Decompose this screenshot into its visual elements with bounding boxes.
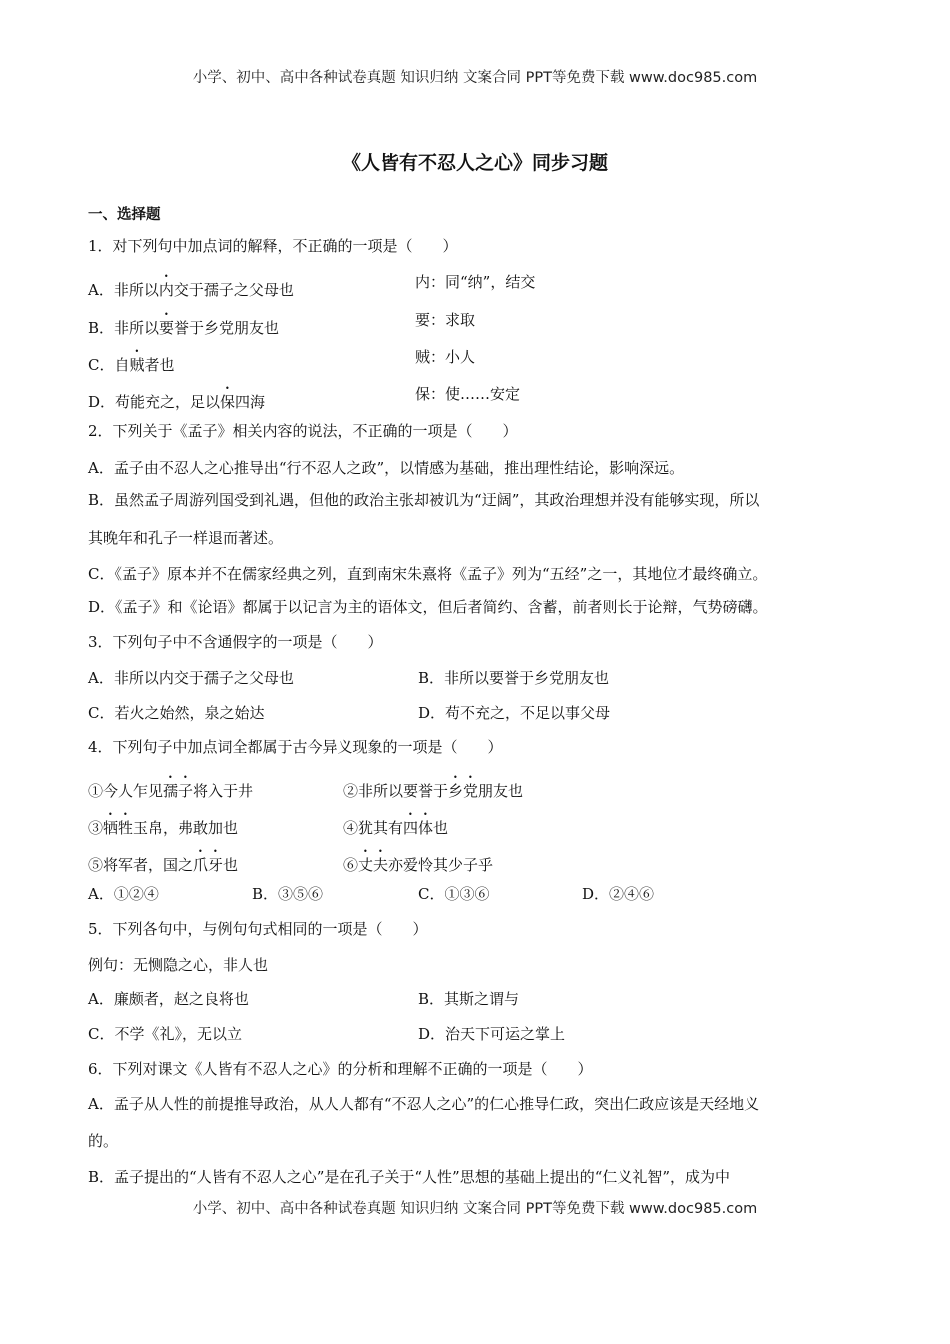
- text-line: [343, 847, 493, 875]
- text-segment: 2．下列关于《孟子》相关内容的说法，不正确的一项是（ ）: [88, 422, 518, 440]
- text-segment: 贼：小人: [415, 348, 476, 366]
- text-segment: ①今人乍见: [88, 782, 164, 800]
- text-segment: 内：同“纳”，结交: [415, 273, 536, 291]
- text-segment: 1．对下列句中加点词的解释，不正确的一项是（ ）: [88, 237, 458, 255]
- emphasized-word: 爪牙: [193, 856, 224, 874]
- text-segment: ④犹其有: [343, 819, 404, 837]
- text-segment: 也: [223, 856, 239, 874]
- text-line: [88, 773, 253, 801]
- text-segment: 4．下列句子中加点词全都属于古今异义现象的一项是（ ）: [88, 738, 503, 756]
- text-line: [88, 703, 264, 723]
- text-segment: 3．下列句子中不含通假字的一项是（ ）: [88, 633, 383, 651]
- text-line: [88, 955, 268, 975]
- emphasized-word: 乡党: [448, 782, 479, 800]
- emphasized-word: 丈夫: [358, 856, 389, 874]
- text-segment: 玉帛，弗敢加也: [133, 819, 239, 837]
- text-segment: A．非所以内交于孺子之父母也: [88, 669, 294, 687]
- emphasized-word: 内: [158, 281, 174, 299]
- text-line: [88, 236, 458, 256]
- text-segment: 其晚年和孔子一样退而著述。: [88, 529, 284, 547]
- text-line: [415, 347, 475, 367]
- text-line: [88, 847, 238, 875]
- text-line: [343, 773, 523, 801]
- text-segment: C．若火之始然，泉之始达: [88, 704, 265, 722]
- text-line: [88, 347, 175, 375]
- text-line: [88, 458, 684, 478]
- text-segment: ⑥: [343, 856, 359, 874]
- text-line: [88, 1167, 730, 1187]
- text-line: [88, 1094, 759, 1114]
- text-line: [582, 884, 654, 904]
- text-line: [88, 597, 768, 617]
- text-line: [88, 632, 383, 652]
- section-heading: 一、选择题: [88, 207, 161, 223]
- text-segment: 亦爱怜其少子乎: [388, 856, 494, 874]
- text-segment: D．治天下可运之掌上: [418, 1025, 566, 1043]
- text-segment: B．③⑤⑥: [252, 885, 324, 903]
- text-segment: ③: [88, 819, 104, 837]
- text-segment: 6．下列对课文《人皆有不忍人之心》的分析和理解不正确的一项是（ ）: [88, 1060, 593, 1078]
- text-line: [88, 737, 503, 757]
- text-line: [88, 810, 238, 838]
- text-segment: C．不学《礼》，无以立: [88, 1025, 242, 1043]
- text-segment: B．非所以要誉于乡党朋友也: [418, 669, 610, 687]
- page-header: 小学、初中、高中各种试卷真题 知识归纳 文案合同 PPT等免费下载 www.doc985.com: [192, 70, 758, 86]
- text-line: [88, 528, 283, 548]
- text-segment: B．孟子提出的“人皆有不忍人之心”是在孔子关于“人性”思想的基础上提出的“仁义礼智”，成为中: [88, 1168, 731, 1186]
- text-segment: 也: [433, 819, 449, 837]
- text-line: [88, 564, 767, 584]
- text-segment: D．苟能充之，足以: [88, 393, 221, 411]
- text-segment: A．非所以: [88, 281, 159, 299]
- text-segment: C．《孟子》原本并不在儒家经典之列，直到南宋朱熹将《孟子》列为“五经”之一，其地位才最终确立。: [88, 565, 768, 583]
- text-line: [415, 310, 475, 330]
- text-line: [418, 989, 519, 1009]
- text-line: [252, 884, 323, 904]
- text-line: [88, 421, 518, 441]
- text-segment: ⑤将军者，国之: [88, 856, 194, 874]
- text-line: [88, 1024, 242, 1044]
- text-segment: C．自: [88, 356, 130, 374]
- text-segment: 保：使……安定: [415, 385, 521, 403]
- page-footer: 小学、初中、高中各种试卷真题 知识归纳 文案合同 PPT等免费下载 www.doc985.com: [192, 1201, 758, 1217]
- text-line: [88, 884, 159, 904]
- text-segment: B．虽然孟子周游列国受到礼遇，但他的政治主张却被讥为“迂阔”，其政治理想并没有能够实现，所以: [88, 491, 760, 509]
- emphasized-word: 四体: [403, 819, 434, 837]
- text-line: [415, 272, 535, 292]
- document-title: 《人皆有不忍人之心》同步习题: [341, 152, 608, 174]
- text-line: [418, 668, 609, 688]
- text-segment: B．非所以: [88, 319, 160, 337]
- text-segment: A．孟子从人性的前提推导政治，从人人都有“不忍人之心”的仁心推导仁政，突出仁政应该是天经地义: [88, 1095, 760, 1113]
- text-segment: D．②④⑥: [582, 885, 655, 903]
- text-segment: 四海: [235, 393, 266, 411]
- text-line: [415, 384, 520, 404]
- text-line: [88, 1131, 118, 1151]
- text-segment: 朋友也: [478, 782, 524, 800]
- text-line: [88, 989, 249, 1009]
- text-segment: D．苟不充之，不足以事父母: [418, 704, 611, 722]
- emphasized-word: 牺牲: [103, 819, 134, 837]
- emphasized-word: 孺子: [163, 782, 194, 800]
- text-line: [343, 810, 448, 838]
- text-segment: 者也: [144, 356, 175, 374]
- text-line: [418, 1024, 565, 1044]
- text-segment: ②非所以要誉于: [343, 782, 449, 800]
- text-segment: 交于孺子之父母也: [173, 281, 294, 299]
- text-segment: D．《孟子》和《论语》都属于以记言为主的语体文，但后者简约、含蓄，前者则长于论辩，气势磅礴。: [88, 598, 768, 616]
- text-segment: 例句：无恻隐之心，非人也: [88, 956, 269, 974]
- emphasized-word: 保: [220, 393, 236, 411]
- text-line: [88, 668, 294, 688]
- emphasized-word: 贼: [129, 356, 145, 374]
- text-line: [88, 919, 428, 939]
- text-segment: 5．下列各句中，与例句句式相同的一项是（ ）: [88, 920, 428, 938]
- text-segment: B．其斯之谓与: [418, 990, 520, 1008]
- text-line: [418, 703, 610, 723]
- text-line: [88, 384, 265, 412]
- text-segment: A．廉颇者，赵之良将也: [88, 990, 249, 1008]
- emphasized-word: 要: [159, 319, 175, 337]
- text-line: [88, 310, 279, 338]
- text-line: [418, 884, 489, 904]
- text-segment: A．孟子由不忍人之心推导出“行不忍人之政”，以情感为基础，推出理性结论，影响深远。: [88, 459, 685, 477]
- text-segment: A．①②④: [88, 885, 159, 903]
- text-line: [88, 272, 294, 300]
- text-segment: 的。: [88, 1132, 119, 1150]
- text-segment: 要：求取: [415, 311, 476, 329]
- text-line: [88, 1059, 593, 1079]
- text-segment: 将入于井: [193, 782, 254, 800]
- text-segment: C．①③⑥: [418, 885, 490, 903]
- text-line: [88, 490, 759, 510]
- text-segment: 誉于乡党朋友也: [174, 319, 280, 337]
